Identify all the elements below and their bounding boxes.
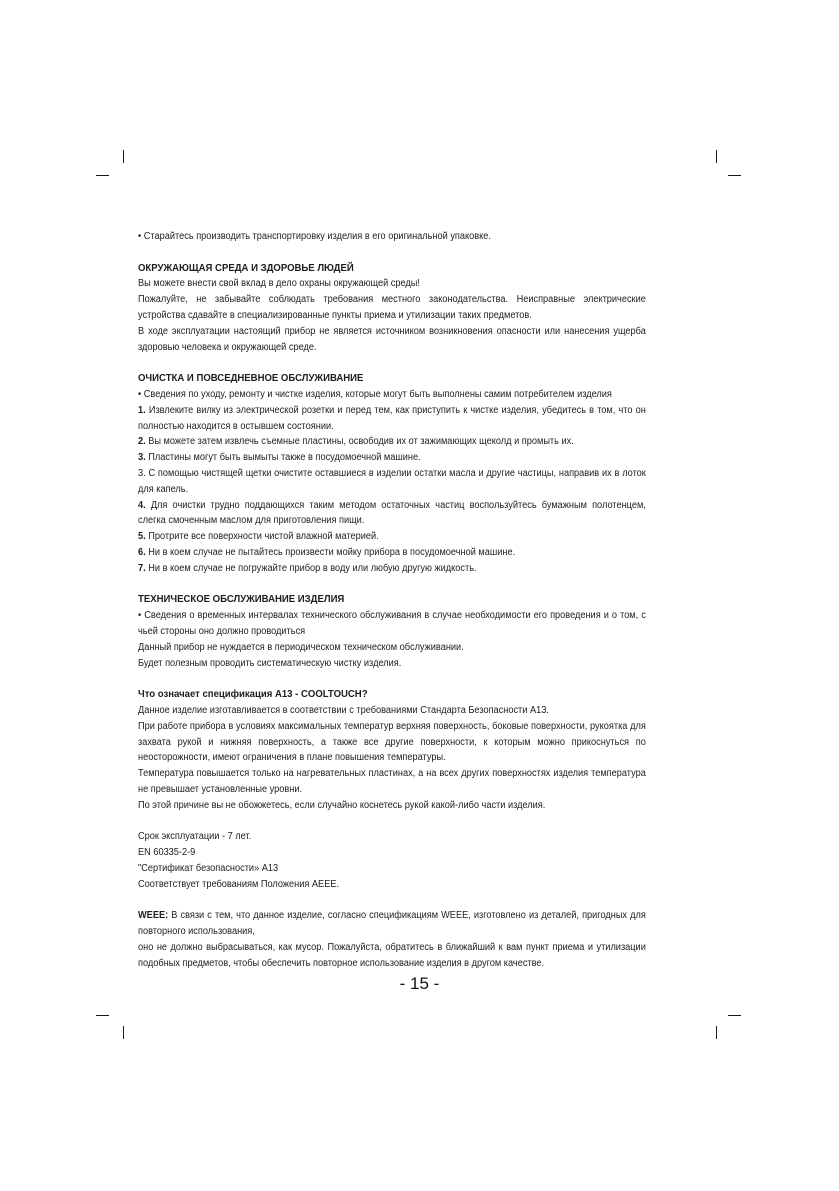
- cleaning-step: 6. Ни в коем случае не пытайтесь произвести мойку прибора в посудомоечной машине.: [138, 546, 516, 558]
- cleaning-step: 2. Вы можете затем извлечь съемные пластины, освободив их от зажимающих щеколд и промыть их.: [138, 436, 574, 448]
- spec-heading: Что означает спецификация A13 - COOLTOUCH?: [138, 689, 368, 701]
- weee-paragraph-2: оно не должно выбрасываться, как мусор. Пожалуйста, обратитесь в ближайший к вам пункт приема и утилизации подобных предметов, чтобы обеспечить повторное использование изделия в другом качестве.: [138, 941, 646, 969]
- page-number: - 15 -: [399, 974, 440, 993]
- cleaning-step: 4. Для очистки трудно поддающихся таким методом остаточных частиц воспользуйтесь бумажным полотенцем, слегка смоченным маслом для приготовления пищи.: [138, 499, 646, 527]
- info-section: [138, 829, 646, 892]
- cleaning-step: 3. С помощью чистящей щетки очистите оставшиеся в изделии остатки масла и другие частицы, направив их в лоток для капель.: [138, 467, 646, 495]
- document-body: [138, 229, 646, 987]
- spec-section: [138, 687, 646, 813]
- environment-paragraph-3: В ходе эксплуатации настоящий прибор не является источником возникновения опасности или нанесения ущерба здоровью человека и окружающей среде.: [138, 325, 646, 353]
- spec-paragraph-2: При работе прибора в условиях максимальных температур верхняя поверхность, боковые поверхности, рукоятка для захвата рукой и нижняя поверхность, а также все другие поверхности, к которым можно прикоснуться по неосторожности, имеют ограничения в плане повышения температуры.: [138, 720, 646, 764]
- crop-mark-top-left-vertical: [123, 150, 124, 163]
- cleaning-section: [138, 371, 646, 576]
- maintenance-section: [138, 592, 646, 671]
- crop-mark-top-right-vertical: [716, 150, 717, 163]
- crop-mark-bottom-right-vertical: [716, 1026, 717, 1039]
- cleaning-step: 5. Протрите все поверхности чистой влажной материей.: [138, 531, 379, 543]
- maintenance-paragraph-2: Данный прибор не нуждается в периодическом техническом обслуживании.: [138, 641, 464, 653]
- environment-paragraph-2: Пожалуйте, не забывайте соблюдать требования местного законодательства. Неисправные электрические устройства сдавайте в специализированные пункты приема и утилизации таких предметов.: [138, 294, 646, 321]
- cleaning-heading: ОЧИСТКА И ПОВСЕДНЕВНОЕ ОБСЛУЖИВАНИЕ: [138, 373, 364, 385]
- maintenance-paragraph-1: • Сведения о временных интервалах технического обслуживания в случае необходимости его проведения и о том, с чьей стороны оно должно проводиться: [138, 610, 646, 637]
- spec-paragraph-3: Температура повышается только на нагревательных пластинах, а на всех других поверхностях изделия температура не превышает установленные уровни.: [138, 768, 646, 795]
- environment-paragraph-1: Вы можете внести свой вклад в дело охраны окружающей среды!: [138, 278, 420, 290]
- crop-mark-bottom-left-vertical: [123, 1026, 124, 1039]
- cleaning-step: 1. Извлеките вилку из электрической розетки и перед тем, как приступить к чистке изделия, убедитесь в том, что он полностью находится в остывшем состоянии.: [138, 404, 646, 432]
- weee-section: [138, 908, 646, 971]
- crop-mark-top-left-horizontal: [96, 175, 109, 176]
- spec-paragraph-1: Данное изделие изготавливается в соответствии с требованиями Стандарта Безопасности A13.: [138, 704, 549, 716]
- maintenance-paragraph-3: Будет полезным проводить систематическую чистку изделия.: [138, 657, 402, 669]
- standard-line: EN 60335-2-9: [138, 847, 196, 859]
- weee-paragraph-1: WEEE: В связи с тем, что данное изделие, согласно спецификациям WEEE, изготовлено из деталей, пригодных для повторного использования,: [138, 910, 646, 938]
- intro-section: [138, 229, 646, 245]
- maintenance-heading: ТЕХНИЧЕСКОЕ ОБСЛУЖИВАНИЕ ИЗДЕЛИЯ: [138, 594, 345, 606]
- weee-label: WEEE:: [138, 910, 169, 922]
- lifetime-line: Срок эксплуатации - 7 лет.: [138, 831, 252, 843]
- crop-mark-bottom-left-horizontal: [96, 1015, 109, 1016]
- transport-note: • Старайтесь производить транспортировку изделия в его оригинальной упаковке.: [138, 231, 491, 242]
- crop-mark-top-right-horizontal: [728, 175, 741, 176]
- cleaning-step: 7. Ни в коем случае не погружайте прибор в воду или любую другую жидкость.: [138, 562, 477, 574]
- environment-heading: ОКРУЖАЮЩАЯ СРЕДА И ЗДОРОВЬЕ ЛЮДЕЙ: [138, 262, 354, 274]
- spec-paragraph-4: По этой причине вы не обожжетесь, если случайно коснетесь рукой какой-либо части изделия.: [138, 799, 546, 811]
- crop-mark-bottom-right-horizontal: [728, 1015, 741, 1016]
- cleaning-step: 3. Пластины могут быть вымыты также в посудомоечной машине.: [138, 452, 421, 464]
- cleaning-intro: • Сведения по уходу, ремонту и чистке изделия, которые могут быть выполнены самим потребителем изделия: [138, 388, 612, 400]
- aeee-line: Соответствует требованиям Положения AEEE.: [138, 878, 340, 890]
- environment-section: [138, 261, 646, 356]
- certificate-line: "Сертификат безопасности» A13: [138, 862, 279, 874]
